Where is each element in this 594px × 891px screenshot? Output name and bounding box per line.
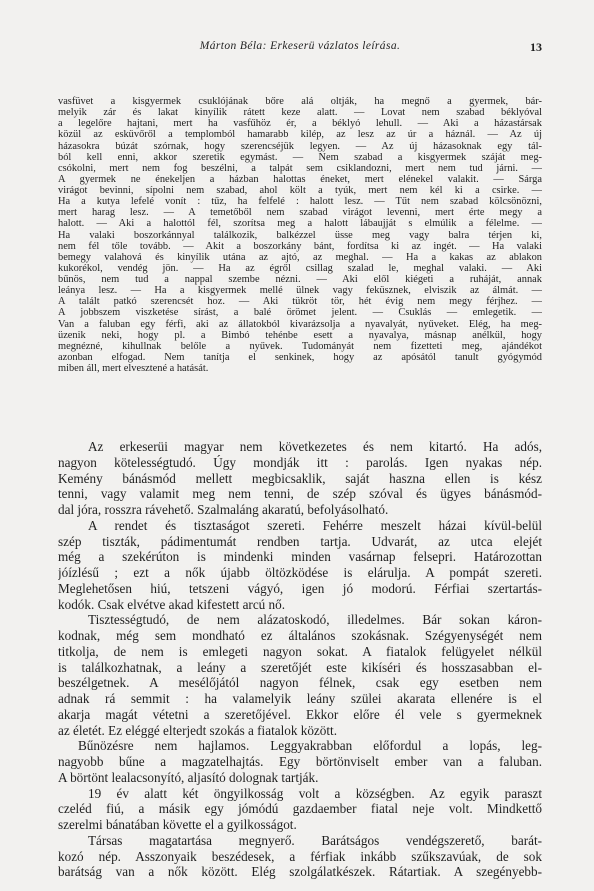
text-line: adnak rá semmit : ha valamelyik leány szülei akarata ellenére is el (58, 691, 542, 706)
text-line: nem fél tőle tovább. — Akit a boszorkány bánt, fordítsa ki az ingét. — Ha valaki (58, 240, 542, 252)
text-line: házasokra búzát szórnak, hogy szerencséjük legyen. — Az új házasoknak egy tál- (58, 140, 542, 152)
text-line: barátság van a nők között. Elég szolgálatkészek. Rátartiak. A szegényebb- (58, 864, 542, 880)
text-line: Az erkeserüi magyar nem következetes és nem kitartó. Ha adós, (88, 439, 542, 454)
text-line: 19 év alatt két öngyilkosság volt a községben. Az egyik paraszt (88, 785, 542, 801)
text-line: csókolni, mert nem fog beszélni, a talpát sem csiklandozni, mert nem tud járni. — (58, 162, 542, 174)
text-line: A börtönt lealacsonyító, aljasító dolognak tartják. (58, 769, 319, 785)
text-line: szép tiszták, pádimentumát rendben tartja. Udvarát, az utca elejét (58, 533, 542, 549)
text-line: bűnös, nem tud a nappal szembe nézni. — Aki elől kiégeti a ruháját, annak (58, 274, 542, 285)
text-line: kodók. Csak elvétve akad kifestett arcú nő. (58, 596, 286, 612)
text-line: akarja magát vétetni a szeretőjével. Ekkor előre él vele s gyermeknek (58, 706, 542, 722)
text-line: kozó nép. Asszonyaik beszédesek, a férfiak inkább szűkszavúak, de sok (58, 848, 542, 864)
page-header (58, 40, 542, 56)
text-line: üzenik neki, hogy pl. a Bimbó tehénbe esett a nyavalya, másnap anélkül, hogy (58, 329, 542, 341)
text-line: az életét. Ez eléggé elterjedt szokás a fiatalok között. (58, 722, 337, 738)
text-line: mert harag lesz. — A temetőből nem szabad virágot levenni, mert érte megy a (58, 207, 542, 219)
text-line: Bűnözésre nem hajlamos. Leggyakrabban előfordul a lopás, leg- (78, 738, 542, 754)
page-number: 13 (530, 40, 542, 54)
text-line: leánya lesz. — Ha a kisgyermek mellé ülnek vagy feküsznek, elviszik az álmát. — (58, 285, 542, 297)
text-line: ból kell enni, akkor szeretik egymást. — Nem szabad a kisgyermek száját meg- (58, 151, 542, 163)
text-line: A talált patkó szerencsét hoz. — Aki tükröt tör, hét évig nem megy férjhez. — (58, 296, 542, 308)
character-description-text (58, 439, 542, 880)
text-line: még a szekérúton is mindenki minden vasárnap felsepri. Határozottan (58, 549, 542, 565)
folk-beliefs-paragraph (58, 96, 542, 374)
text-line: czeléd fiú, a másik egy jómódú gazdaember fiatal neje volt. Mindkettő (58, 801, 542, 817)
text-line: Meglehetősen hiú, tetszeni vágyó, igen jó modorú. Férfiai szertartás- (58, 580, 542, 596)
text-line: kodnak, még sem mondható ez általános szokásnak. Szégyenységét nem (58, 628, 542, 643)
text-line: Ha valaki boszorkánnyal találkozik, balkézzel üsse meg vagy balra térjen ki, (58, 229, 542, 241)
text-line: Van a faluban egy férfi, aki az állatokból kivarázsolja a nyavalyát, nyűveket. Elég, ha meg- (58, 318, 542, 330)
text-line: A jobbszem viszketése sírást, a balé örömet jelent. — Csuklás — emlegetik. — (58, 307, 542, 319)
text-line: közül az esküvőről a templomból hamarabb kilép, az lesz az úr a háznál. — Az új (58, 129, 542, 141)
text-line: A rendet és tisztaságot szereti. Fehérre meszelt házai kívül-belül (88, 517, 542, 533)
running-title: Márton Béla: Erkeserü vázlatos leírása. (199, 40, 401, 52)
text-line: halott. — Aki a halottól fél, szorítsa meg a halott lábaujját s elmúlik a félelme. — (58, 218, 542, 230)
text-line: nagyon kötelességtudó. Úgy mondják itt : parolás. Igen nyakas nép. (58, 454, 542, 470)
text-line: szerelmi bánatában követte el a gyilkosságot. (58, 817, 297, 832)
text-line: Kemény bánásmód mellett megbicsaklik, saját haszna ellen is kész (58, 470, 542, 486)
text-line: dal jóra, rosszra rávehető. Szalmaláng akaratú, befolyásolható. (58, 502, 389, 517)
text-line: melyik zár és lakat kinyílik rátett keze alatt. — Lovat nem szabad béklyóval (58, 107, 542, 119)
text-line: beszélgetnek. A mesélőjától nagyon félnek, csak egy esetben nem (58, 675, 542, 691)
text-line: a legelőre hajtani, mert ha vasfűhöz ér, a béklyó lehull. — Aki a házastársak (58, 118, 542, 130)
text-line: miben áll, mert elvesztené a hatását. (58, 363, 209, 374)
text-line: jóízlésű ; ezt a nők újabb öltözködése is elárulja. A pompát szereti. (58, 565, 542, 580)
text-line: megnézné, kihullnak belőle a nyűvek. Tudományát nem fizetteti meg, ajándékot (58, 340, 542, 352)
text-line: nagyobb bűne a magzatelhajtás. Egy börtönviselt ember van a faluban. (58, 754, 542, 769)
text-line: vasfüvet a kisgyermek csuklójának bőre alá oltják, ha megnő a gyermek, bár- (58, 96, 542, 107)
text-line: A gyermek ne énekeljen a házban halottas éneket, mert elénekel valakit. — Sárga (58, 173, 542, 185)
text-line: Ha a kutya lefelé vonít : tűz, ha felfelé : halott lesz. — Tűt nem szabad kölcsönözni, (58, 196, 542, 208)
text-line: bemegy valahová és kinyílik utána az ajtó, az meghal. — Ha a kakas az ablakon (58, 251, 542, 263)
text-line: Társas magatartása megnyerő. Barátságos vendégszerető, barát- (88, 832, 542, 848)
text-line: is találkozhatnak, a leány a szeretőjét este kikíséri és hosszasabban el- (58, 659, 542, 675)
text-line: titkolja, de nem is emlegeti nagyon sokat. A fiatalok felügyelet nélkül (58, 643, 542, 659)
text-line: kukorékol, vendég jön. — Ha az égről csillag szalad le, meghal valaki. — Aki (58, 262, 542, 274)
text-line: tenni, vagy valamit meg nem tenni, de szép szóval és ügyes bánásmód- (58, 486, 542, 502)
text-line: Tisztességtudó, de nem alázatoskodó, illedelmes. Bár sokan káron- (88, 612, 542, 628)
text-line: virágot bevinni, sípolni nem szabad, ahol költ a tyúk, mert nem kél ki a csirke. — (58, 185, 542, 196)
text-line: azonban elfogad. Nem tanítja el senkinek, hogy az apósától tanult gyógymód (58, 351, 542, 363)
